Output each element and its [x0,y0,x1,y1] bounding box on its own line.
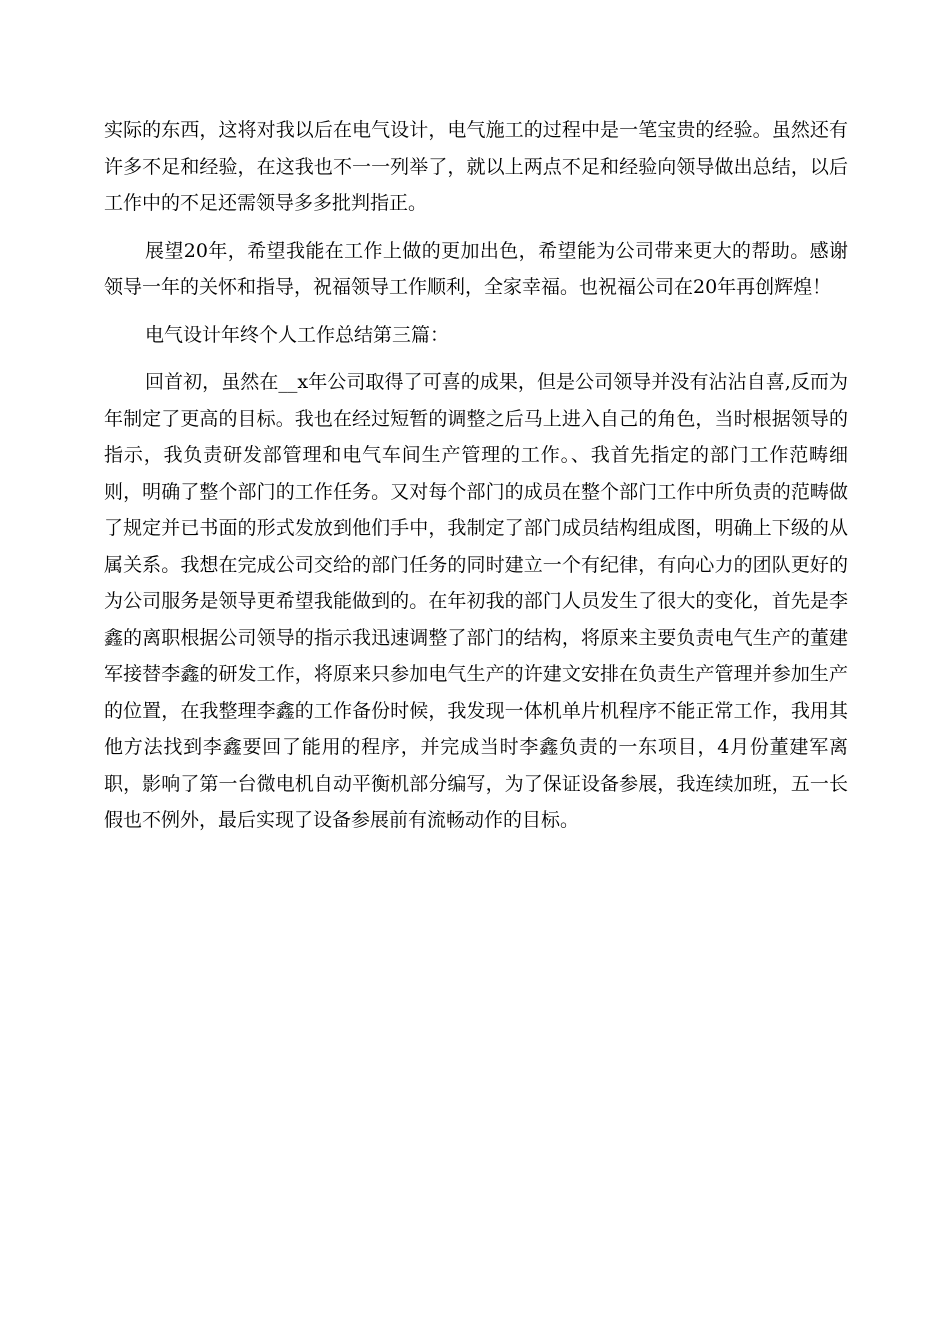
document-page [104,112,848,839]
paragraph-continuation: 实际的东西，这将对我以后在电气设计，电气施工的过程中是一笔宝贵的经验。虽然还有许多不足和经验，在这我也不一一列举了，就以上两点不足和经验向领导做出总结，以后工作中的不足还需领导多多批判指正。 [104,119,848,214]
paragraph-outlook: 展望20年，希望我能在工作上做的更加出色，希望能为公司带来更大的帮助。感谢领导一年的关怀和指导，祝福领导工作顺利，全家幸福。也祝福公司在20年再创辉煌！ [104,239,848,298]
paragraph-review: 回首初，虽然在__x年公司取得了可喜的成果，但是公司领导并没有沾沾自喜,反而为年制定了更高的目标。我也在经过短暂的调整之后马上进入自己的角色，当时根据领导的指示，我负责研发部管理和电气车间生产管理的工作。、我首先指定的部门工作范畴细则，明确了整个部门的工作任务。又对每个部门的成员在整个部门工作中所负责的范畴做了规定并已书面的形式发放到他们手中，我制定了部门成员结构组成图，明确上下级的从属关系。我想在完成公司交给的部门任务的同时建立一个有纪律，有向心力的团队更好的为公司服务是领导更希望我能做到的。在年初我的部门人员发生了很大的变化，首先是李鑫的离职根据公司领导的指示我迅速调整了部门的结构，将原来主要负责电气生产的董建军接替李鑫的研发工作，将原来只参加电气生产的许建文安排在负责生产管理并参加生产的位置，在我整理李鑫的工作备份时候，我发现一体机单片机程序不能正常工作，我用其他方法找到李鑫要回了能用的程序，并完成当时李鑫负责的一东项目，4月份董建军离职，影响了第一台微电机自动平衡机部分编写，为了保证设备参展，我连续加班，五一长假也不例外，最后实现了设备参展前有流畅动作的目标。 [104,371,848,831]
section-heading: 电气设计年终个人工作总结第三篇： [145,323,450,346]
